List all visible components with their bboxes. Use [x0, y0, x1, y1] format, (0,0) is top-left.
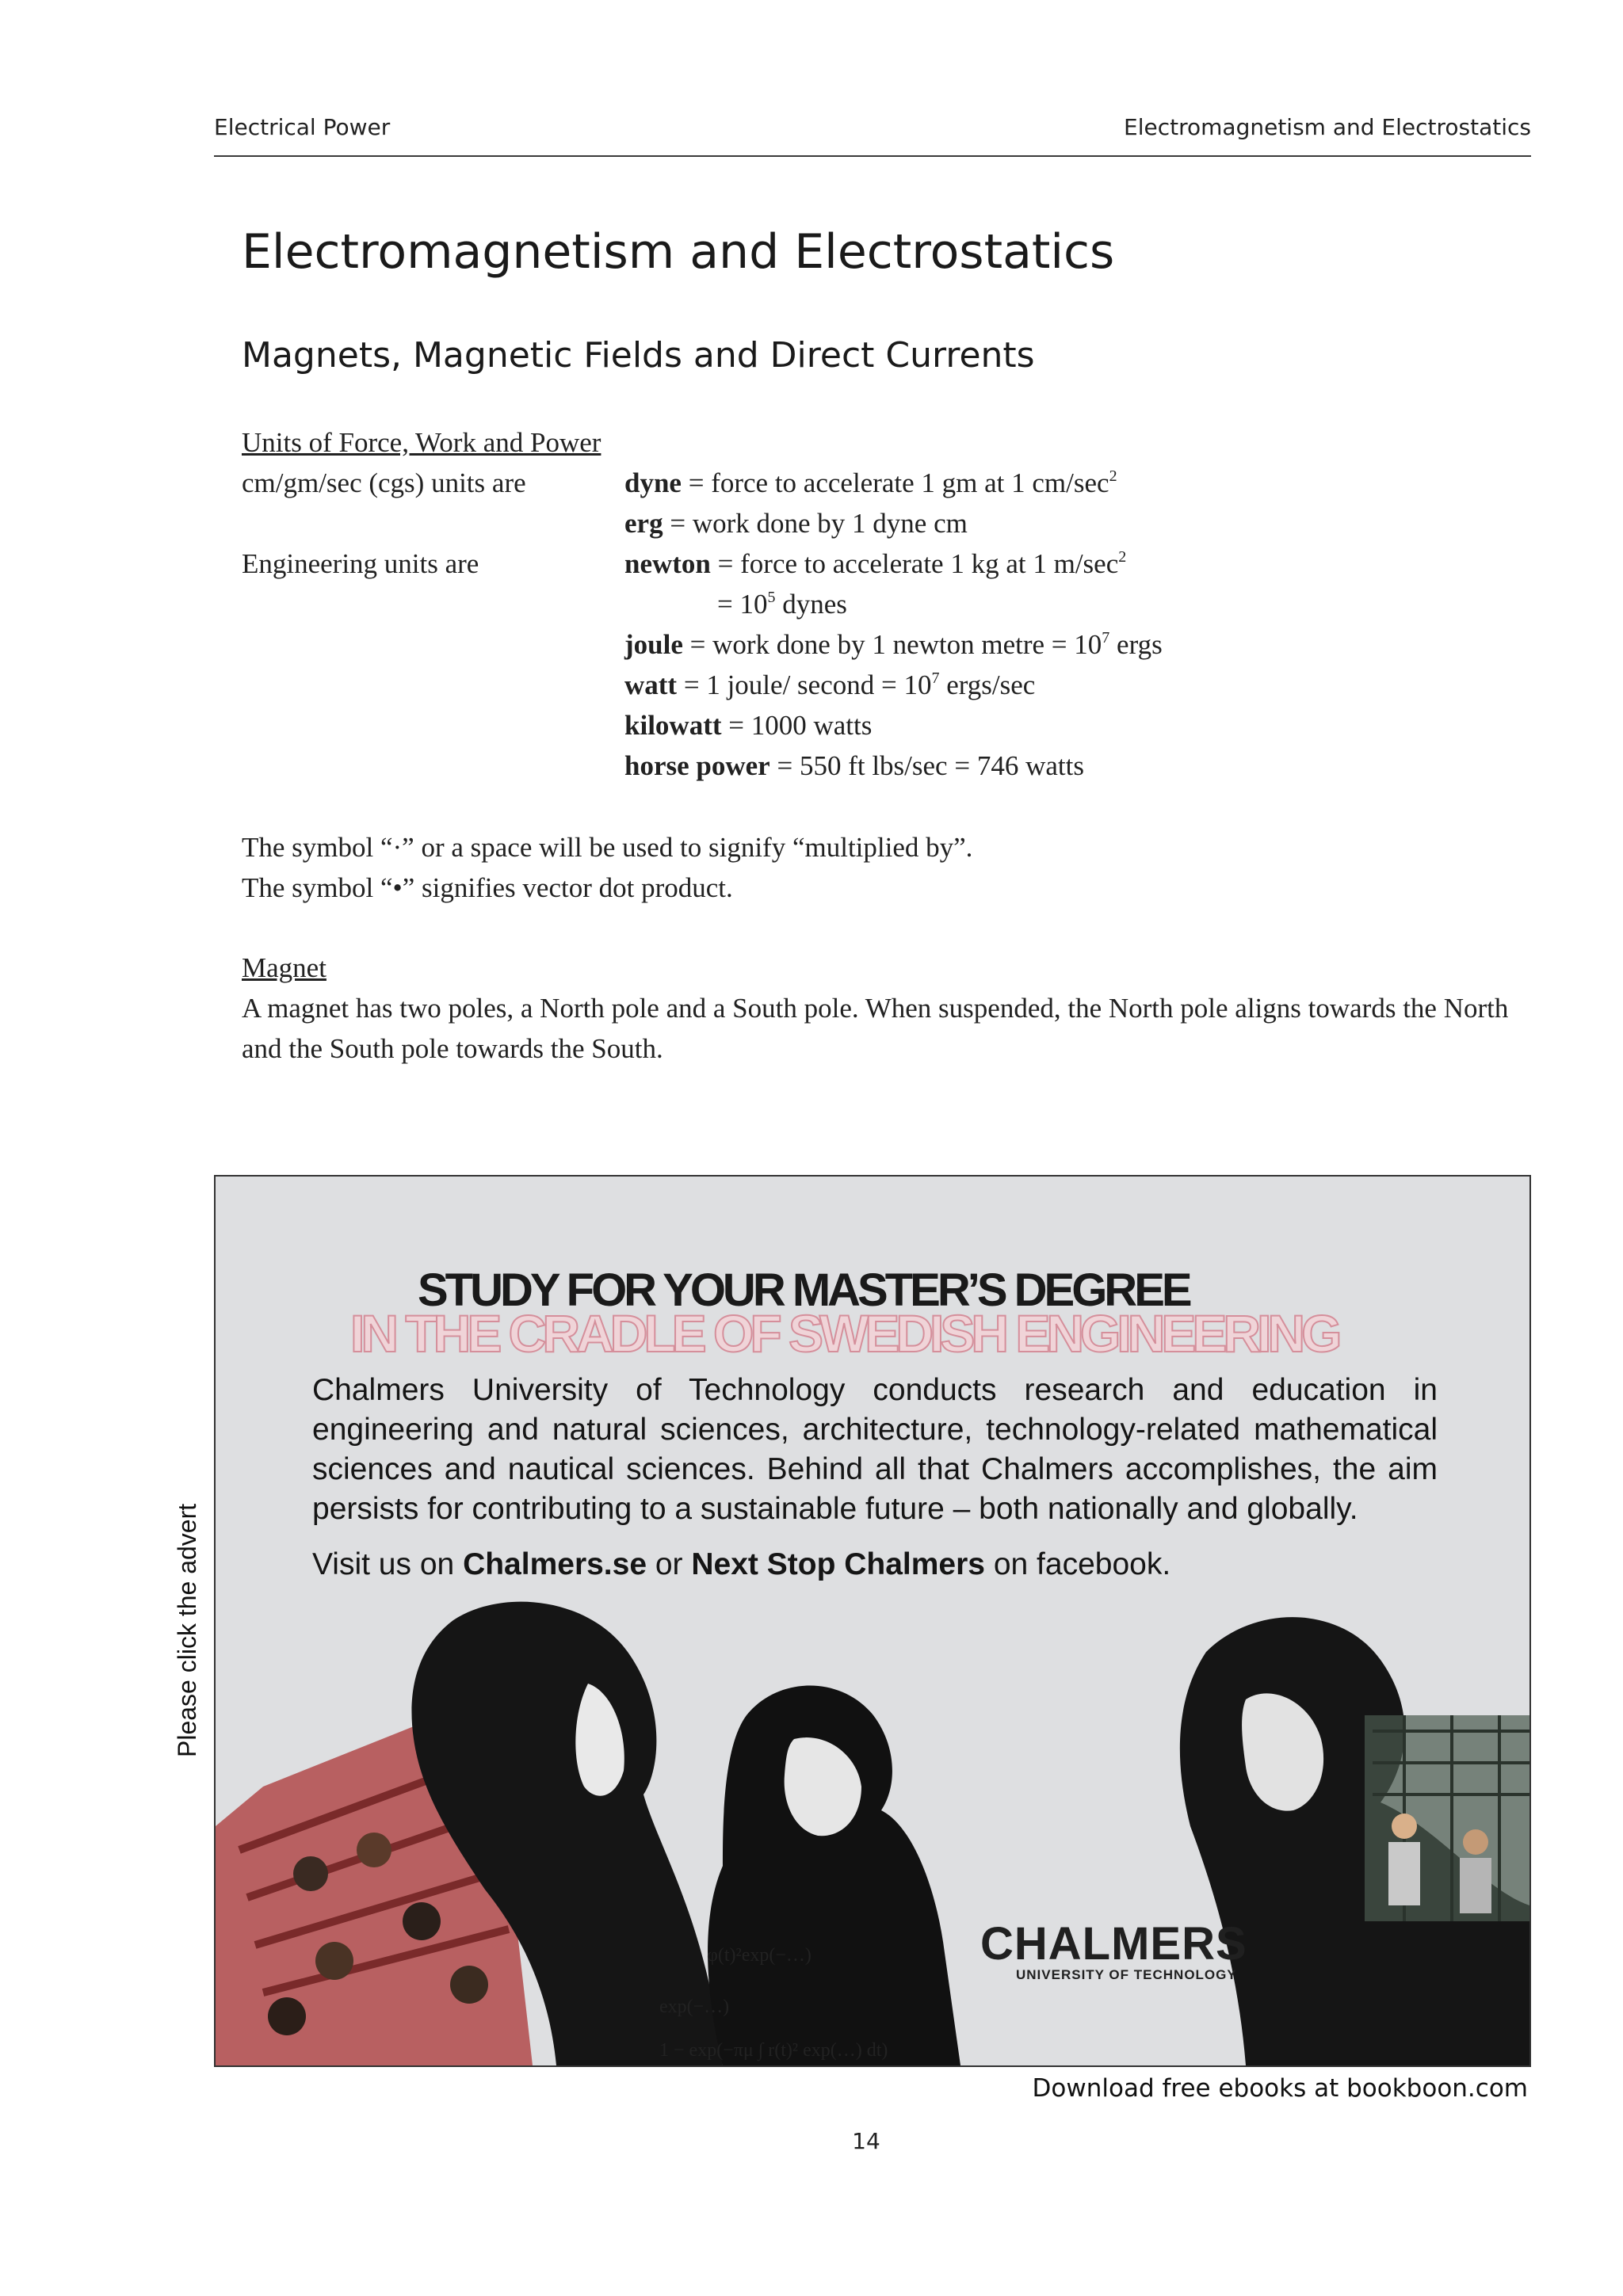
- joule-text: = work done by 1 newton metre = 10: [682, 629, 1102, 660]
- horsepower-text: = 550 ft lbs/sec = 746 watts: [769, 750, 1084, 781]
- watt-definition: [624, 665, 1035, 705]
- magnet-heading: Magnet: [242, 952, 327, 983]
- chapter-title: Electromagnetism and Electrostatics: [242, 224, 1115, 280]
- advert-visit-line: [312, 1547, 1170, 1582]
- chalmers-logo-subtitle: UNIVERSITY OF TECHNOLOGY: [1016, 1967, 1237, 1982]
- svg-text:exp(−…): exp(−…): [659, 1997, 730, 2017]
- erg-definition: [624, 503, 968, 543]
- newton-definition: [624, 543, 1126, 584]
- advert-side-label: Please click the advert: [173, 1503, 201, 1757]
- dyne-text: = force to accelerate 1 gm at 1 cm/sec: [681, 467, 1109, 498]
- chalmers-advert[interactable]: [214, 1175, 1531, 2067]
- horsepower-term: horse power: [624, 750, 770, 781]
- advert-photo-collage: [216, 1589, 1529, 2065]
- advert-body-text: Chalmers University of Technology conducts research and education in engineering and natural sciences, architecture, technology-related mathematical sciences and nautical sciences. Behind all that Chalmers accomplishes, the aim persists for contributing to a sustainable future – both nationally and globally.: [312, 1373, 1438, 1526]
- engineering-label: Engineering units are: [242, 548, 479, 579]
- section-title: Magnets, Magnetic Fields and Direct Currents: [242, 335, 1035, 376]
- horsepower-definition: [624, 746, 1084, 786]
- download-link[interactable]: Download free ebooks at bookboon.com: [1032, 2074, 1528, 2103]
- chalmers-se-link[interactable]: Chalmers.se: [463, 1547, 647, 1581]
- erg-text: = work done by 1 dyne cm: [663, 508, 968, 539]
- next-stop-chalmers-link[interactable]: Next Stop Chalmers: [691, 1547, 985, 1581]
- dyne-definition: [624, 463, 1117, 503]
- joule-unit: ergs: [1109, 629, 1163, 660]
- running-header: [214, 111, 1531, 157]
- erg-term: erg: [624, 508, 663, 539]
- advert-headline: STUDY FOR YOUR MASTER’S DEGREE: [418, 1264, 1190, 1316]
- newton-text: = force to accelerate 1 kg at 1 m/sec: [710, 548, 1119, 579]
- visit-mid: or: [647, 1547, 692, 1581]
- watt-term: watt: [624, 669, 678, 700]
- kilowatt-term: kilowatt: [624, 710, 722, 741]
- svg-text:φ(t)²exp(−…): φ(t)²exp(−…): [707, 1945, 812, 1966]
- watt-exponent: 7: [931, 669, 940, 687]
- cgs-label: cm/gm/sec (cgs) units are: [242, 467, 526, 498]
- joule-term: joule: [624, 629, 683, 660]
- dyne-exponent: 2: [1109, 467, 1117, 485]
- visit-suffix: on facebook.: [985, 1547, 1171, 1581]
- newton-eq-unit: dynes: [775, 589, 847, 620]
- watt-text: = 1 joule/ second = 10: [677, 669, 932, 700]
- header-chapter-title: Electromagnetism and Electrostatics: [1124, 114, 1531, 140]
- units-heading: Units of Force, Work and Power: [242, 427, 601, 458]
- symbol-dot-note: The symbol “•” signifies vector dot product.: [242, 872, 733, 903]
- newton-exponent: 2: [1118, 548, 1127, 566]
- kilowatt-text: = 1000 watts: [721, 710, 873, 741]
- chalmers-logo: CHALMERS: [980, 1918, 1247, 1970]
- newton-eq-exponent: 5: [767, 589, 776, 606]
- magnet-paragraph: A magnet has two poles, a North pole and a South pole. When suspended, the North pole aligns towards the North and the South pole towards the South.: [242, 993, 1509, 1064]
- visit-prefix: Visit us on: [312, 1547, 464, 1581]
- newton-eq-value: = 10: [717, 589, 768, 620]
- joule-definition: [624, 624, 1163, 665]
- page-number: 14: [852, 2128, 880, 2154]
- watt-unit: ergs/sec: [939, 669, 1036, 700]
- dyne-term: dyne: [624, 467, 682, 498]
- header-book-title: Electrical Power: [214, 114, 391, 140]
- symbol-multiply-note: The symbol “·” or a space will be used to signify “multiplied by”.: [242, 832, 973, 863]
- joule-exponent: 7: [1102, 629, 1110, 646]
- newton-equivalence: [717, 584, 847, 624]
- newton-term: newton: [624, 548, 711, 579]
- kilowatt-definition: [624, 705, 872, 746]
- advert-subheadline: IN THE CRADLE OF SWEDISH ENGINEERING: [350, 1304, 1338, 1363]
- svg-text:1 − exp(−πμ ∫ r(t)² exp(…) dt): 1 − exp(−πμ ∫ r(t)² exp(…) dt): [659, 2040, 888, 2061]
